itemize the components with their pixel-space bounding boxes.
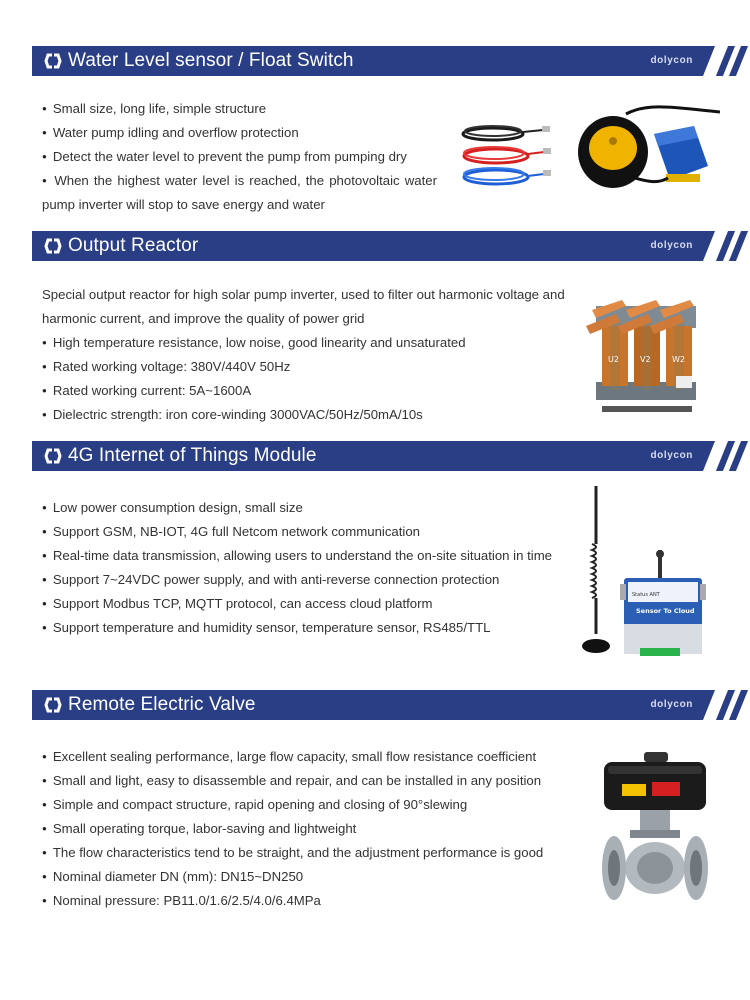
float-switch-image: [458, 104, 720, 200]
list-item: ● When the highest water level is reached, the photovoltaic water pump inverter will stop to save energy and water: [42, 169, 437, 217]
feature-list: [42, 745, 586, 913]
section-title: 4G Internet of Things Module: [68, 445, 317, 466]
feature-list: [42, 283, 580, 427]
list-item: ● Support 7~24VDC power supply, and with anti-reverse connection protection: [42, 568, 564, 592]
list-item: ● Water pump idling and overflow protection: [42, 121, 437, 145]
list-item: ● Simple and compact structure, rapid opening and closing of 90°slewing: [42, 793, 586, 817]
svg-text:Status ANT: Status ANT: [632, 592, 660, 598]
section-title: Output Reactor: [68, 235, 199, 256]
section-title: Water Level sensor / Float Switch: [68, 50, 354, 71]
intro-text: Special output reactor for high solar pump inverter, used to filter out harmonic voltage and harmonic current, and improve the quality of power grid: [42, 287, 565, 326]
electric-valve-image: [600, 752, 712, 904]
brand-name: dolycon: [650, 450, 693, 461]
section-banner: [32, 690, 735, 720]
output-reactor-image: [582, 296, 708, 416]
list-item: ● Rated working voltage: 380V/440V 50Hz: [42, 355, 580, 379]
svg-text:U2: U2: [608, 355, 619, 364]
brand-logo-icon: [44, 52, 62, 70]
feature-list: [42, 496, 564, 640]
feature-list: [42, 97, 437, 217]
list-item: ● Nominal diameter DN (mm): DN15~DN250: [42, 865, 586, 889]
list-item: ● Small operating torque, labor-saving and lightweight: [42, 817, 586, 841]
list-item: ● Real-time data transmission, allowing users to understand the on-site situation in time: [42, 544, 564, 568]
list-item: ● Nominal pressure: PB11.0/1.6/2.5/4.0/6.4MPa: [42, 889, 586, 913]
list-item: ● Dielectric strength: iron core-winding 3000VAC/50Hz/50mA/10s: [42, 403, 580, 427]
brand-name: dolycon: [650, 55, 693, 66]
list-item: ● High temperature resistance, low noise, good linearity and unsaturated: [42, 331, 580, 355]
iot-module-image: [580, 484, 710, 660]
list-item: ● The flow characteristics tend to be straight, and the adjustment performance is good: [42, 841, 586, 865]
brand-logo-icon: [44, 447, 62, 465]
section-banner: [32, 441, 735, 471]
list-item: ● Detect the water level to prevent the pump from pumping dry: [42, 145, 437, 169]
list-item: ● Support Modbus TCP, MQTT protocol, can access cloud platform: [42, 592, 564, 616]
device-label: Sensor To Cloud: [636, 607, 695, 615]
section-title: Remote Electric Valve: [68, 694, 256, 715]
list-item: ● Rated working current: 5A~1600A: [42, 379, 580, 403]
brand-name: dolycon: [650, 240, 693, 251]
svg-text:V2: V2: [640, 355, 651, 364]
list-item: ● Small and light, easy to disassemble and repair, and can be installed in any position: [42, 769, 586, 793]
list-item: ● Small size, long life, simple structure: [42, 97, 437, 121]
list-item: ● Support GSM, NB-IOT, 4G full Netcom network communication: [42, 520, 564, 544]
brand-logo-icon: [44, 696, 62, 714]
brand-name: dolycon: [650, 699, 693, 710]
list-item: ● Excellent sealing performance, large flow capacity, small flow resistance coefficient: [42, 745, 586, 769]
list-item: ● Support temperature and humidity sensor, temperature sensor, RS485/TTL: [42, 616, 564, 640]
section-banner: [32, 231, 735, 261]
brand-logo-icon: [44, 237, 62, 255]
svg-text:W2: W2: [672, 355, 685, 364]
list-item: ● Low power consumption design, small size: [42, 496, 564, 520]
section-banner: [32, 46, 735, 76]
